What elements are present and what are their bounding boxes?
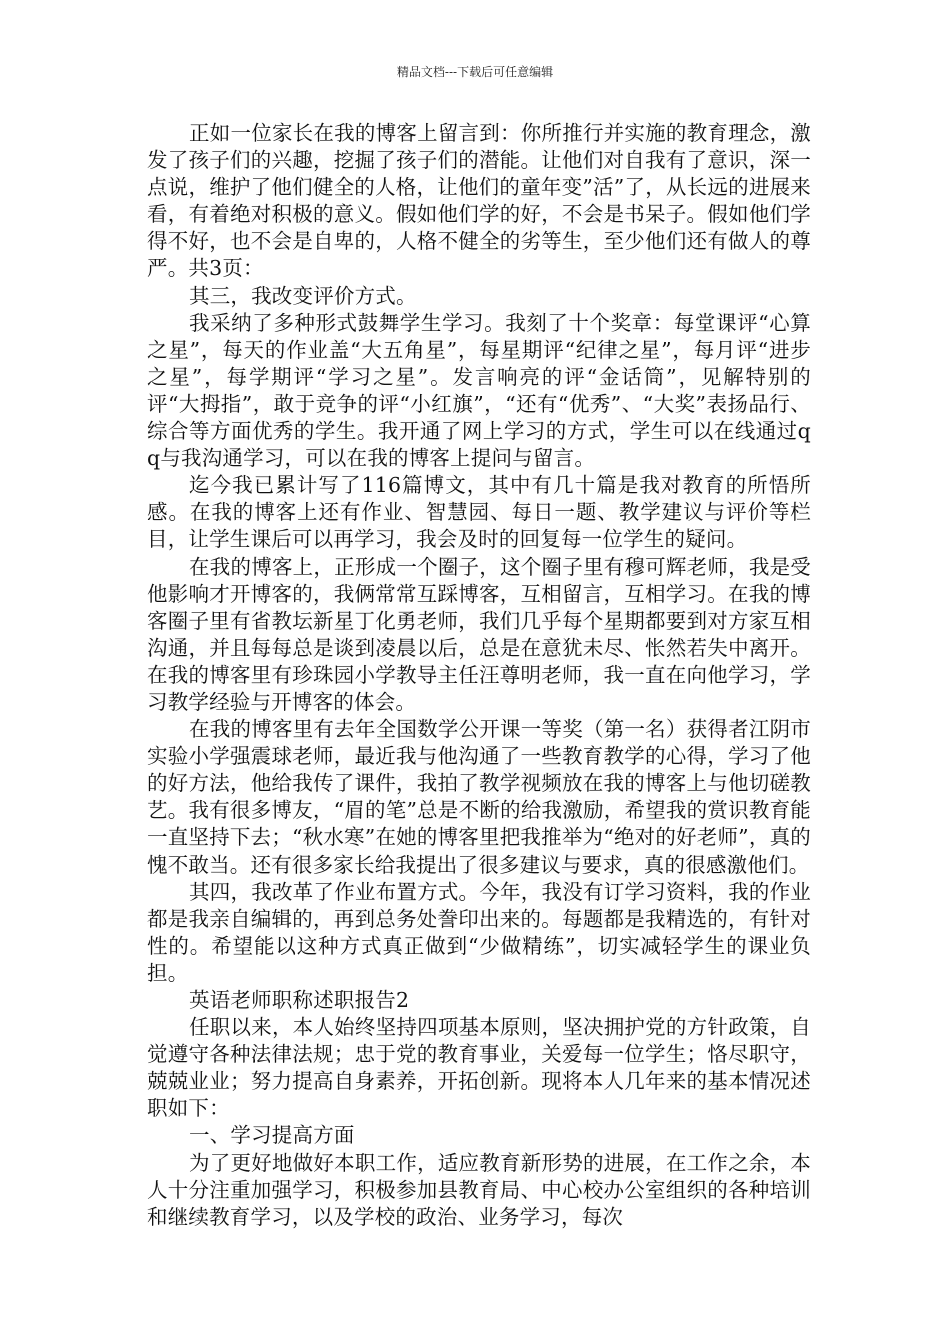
paragraph-point-four: 其四，我改革了作业布置方式。今年，我没有订学习资料，我的作业都是我亲自编辑的，再到总务处誊印出来的。每题都是我精选的，有针对性的。希望能以这种方式真正做到“少做精练”，切实减轻学生的课业负担。 xyxy=(147,879,811,985)
paragraph-parent-comment: 正如一位家长在我的博客上留言到：你所推行并实施的教育理念，激发了孩子们的兴趣，挖掘了孩子们的潜能。让他们对自我有了意识，深一点说，维护了他们健全的人格，让他们的童年变”活”了，从长远的进展来看，有着绝对积极的意义。假如他们学的好，不会是书呆子。假如他们学得不好，也不会是自卑的，人格不健全的劣等生，至少他们还有做人的尊严。共3页： xyxy=(147,121,811,281)
paragraph-blog-circle: 在我的博客上，正形成一个圈子，这个圈子里有穆可辉老师，我是受他影响才开博客的，我俩常常互踩博客，互相留言，互相学习。在我的博客圈子里有省教坛新星丁化勇老师，我们几乎每个星期都要到对方家互相沟通，并且每每总是谈到凌晨以后，总是在意犹未尽、怅然若失中离开。在我的博客里有珍珠园小学教导主任汪尊明老师，我一直在向他学习，学习教学经验与开博客的体会。 xyxy=(147,554,811,714)
paragraph-intro: 任职以来，本人始终坚持四项基本原则，坚决拥护党的方针政策，自觉遵守各种法律法规；忠于党的教育事业，关爱每一位学生；恪尽职守，兢兢业业；努力提高自身素养，开拓创新。现将本人几年来的基本情况述职如下： xyxy=(147,1015,811,1121)
document-body xyxy=(147,120,811,1231)
paragraph-blog-posts: 迄今我已累计写了116篇博文，其中有几十篇是我对教育的所悟所感。在我的博客上还有作业、智慧园、每日一题、教学建议与评价等栏目，让学生课后可以再学习，我会及时的回复每一位学生的疑问。 xyxy=(147,473,811,552)
section-title-report-2: 英语老师职称述职报告2 xyxy=(189,988,410,1012)
page-header: 精品文档---下载后可任意编辑 xyxy=(396,65,554,79)
section-heading-learning: 一、学习提高方面 xyxy=(189,1123,355,1148)
paragraph-blog-friends: 在我的博客里有去年全国数学公开课一等奖（第一名）获得者江阴市实验小学强震球老师，最近我与他沟通了一些教育教学的心得，学习了他的好方法，他给我传了课件，我拍了教学视频放在我的博客上与他切磋教艺。我有很多博友，“眉的笔”总是不断的给我激励，希望我的赏识教育能一直坚持下去；“秋水寒”在她的博客里把我推举为“绝对的好老师”，真的愧不敢当。还有很多家长给我提出了很多建议与要求，真的很感激他们。 xyxy=(147,717,811,877)
paragraph-learning: 为了更好地做好本职工作，适应教育新形势的进展，在工作之余，本人十分注重加强学习，积极参加县教育局、中心校办公室组织的各种培训和继续教育学习，以及学校的政治、业务学习，每次 xyxy=(147,1150,811,1229)
paragraph-point-three: 其三，我改变评价方式。 xyxy=(189,283,417,308)
paragraph-awards: 我采纳了多种形式鼓舞学生学习。我刻了十个奖章：每堂课评“心算之星”，每天的作业盖“大五角星”，每星期评“纪律之星”，每月评“进步之星”，每学期评“学习之星”。发言响亮的评“金话筒”，见解特别的评“大拇指”，敢于竞争的评“小红旗”，“还有“优秀”、“大奖”表扬品行、综合等方面优秀的学生。我开通了网上学习的方式，学生可以在线通过qq与我沟通学习，可以在我的博客上提问与留言。 xyxy=(147,310,811,471)
